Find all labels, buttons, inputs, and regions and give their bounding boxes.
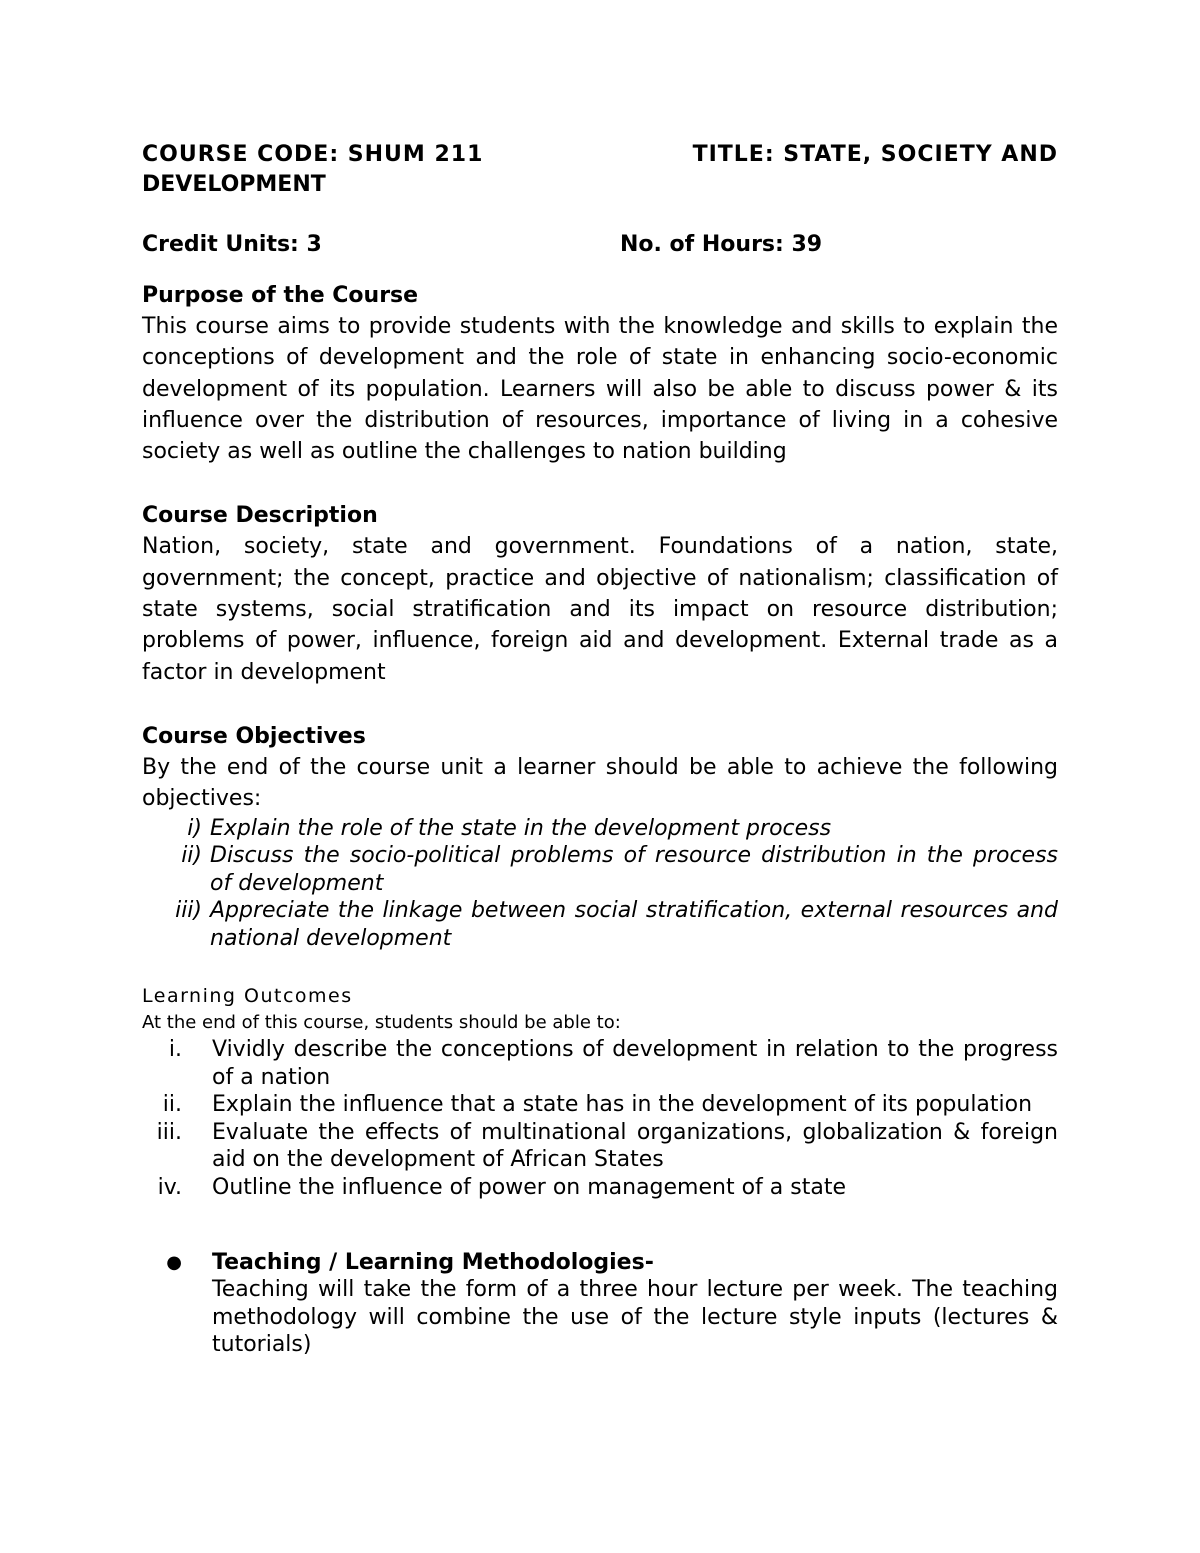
course-header [142,140,1058,200]
methodology-body [212,1249,1058,1359]
methodology-section [142,1249,1058,1359]
objectives-list [142,815,1058,953]
list-item-text: Appreciate the linkage between social stratification, external resources and national development [210,898,1058,951]
list-item-text: Evaluate the effects of multinational organizations, globalization & foreign aid on the development of African States [212,1119,1058,1173]
outcomes-list [142,1036,1058,1201]
hours: No. of Hours: 39 [620,232,823,257]
list-item-number: iii) [175,898,202,924]
list-item [142,815,1058,843]
list-item-number: iv. [157,1174,182,1200]
list-item [142,897,1058,952]
description-text: Nation, society, state and government. Foundations of a nation, state, government; the concept, practice and objective of nationalism; classification of state systems, social stratification and its impact on resource distribution; problems of power, influence, foreign aid and development. External trade as a factor in development [142,534,1058,685]
description-section [142,500,1058,687]
methodology-text: Teaching will take the form of a three hour lecture per week. The teaching methodology will combine the use of the lecture style inputs (lectures & tutorials) [212,1277,1058,1358]
document-content [142,140,1058,1359]
purpose-heading: Purpose of the Course [142,283,419,308]
list-item-number: iii. [156,1119,182,1145]
purpose-text: This course aims to provide students with the knowledge and skills to explain the conceptions of development and the role of state in enhancing socio-economic development of its population. Learners will also be able to discuss power & its influence over the distribution of resources, importance of living in a cohesive society as well as outline the challenges to nation building [142,314,1058,465]
course-meta [142,230,1058,260]
objectives-heading: Course Objectives [142,723,366,749]
list-item-text: Outline the influence of power on management of a state [212,1174,846,1200]
bullet-dot-icon: ● [166,1252,182,1274]
outcomes-intro: At the end of this course, students should be able to: [142,1012,621,1034]
list-item [142,1119,1058,1174]
list-item-text: Explain the influence that a state has in the development of its population [212,1092,1033,1118]
list-item [142,842,1058,897]
list-item-number: ii) [181,843,202,869]
methodology-heading: Teaching / Learning Methodologies- [212,1250,654,1276]
outcomes-section [142,982,1058,1201]
objectives-intro: By the end of the course unit a learner should be able to achieve the following objectives: [142,754,1058,812]
course-code: COURSE CODE: SHUM 211 [142,142,484,167]
list-item-text: Discuss the socio-political problems of resource distribution in the process of development [210,843,1058,896]
list-item [142,1036,1058,1091]
list-item-number: ii. [162,1092,182,1118]
purpose-section [142,280,1058,467]
list-item [142,1174,1058,1202]
list-item [142,1091,1058,1119]
list-item-text: Explain the role of the state in the development process [210,815,832,841]
description-heading: Course Description [142,503,378,529]
outcomes-heading: Learning Outcomes [142,985,353,1008]
list-item-text: Vividly describe the conceptions of development in relation to the progress of a nation [212,1037,1058,1090]
objectives-section [142,721,1058,952]
course-title: TITLE: STATE, SOCIETY AND [692,142,1058,167]
list-item-number: i. [168,1037,182,1063]
course-title-continued: DEVELOPMENT [142,172,326,197]
list-item-number: i) [187,815,202,841]
credit-units: Credit Units: 3 [142,232,322,257]
